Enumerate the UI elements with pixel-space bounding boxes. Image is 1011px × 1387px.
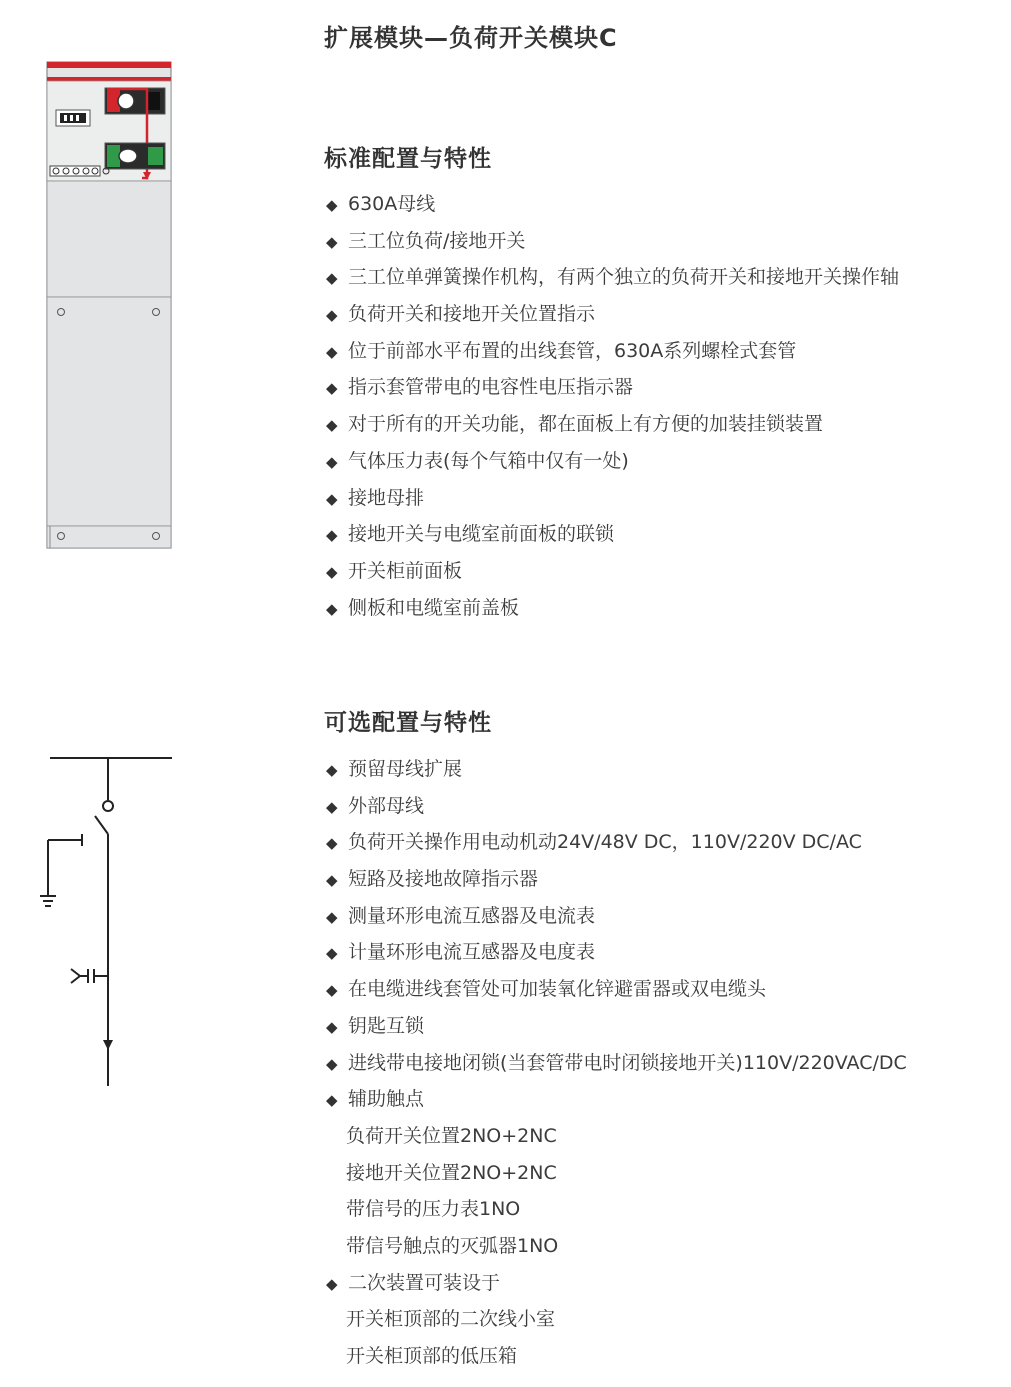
standard-heading: 标准配置与特性 xyxy=(324,146,492,172)
sub-list-item xyxy=(326,1301,907,1338)
list-item-text: 位于前部水平布置的出线套管，630A系列螺栓式套管 xyxy=(348,339,797,362)
bullet-diamond-icon: ◆ xyxy=(326,1274,338,1293)
list-item xyxy=(326,480,899,517)
list-item-text: 对于所有的开关功能，都在面板上有方便的加装挂锁装置 xyxy=(348,413,824,436)
list-item-text: 进线带电接地闭锁(当套管带电时闭锁接地开关)110V/220VAC/DC xyxy=(348,1051,907,1074)
list-item xyxy=(326,186,899,223)
list-item-text: 接地母排 xyxy=(348,486,425,509)
list-item-text: 钥匙互锁 xyxy=(348,1014,425,1037)
bullet-diamond-icon: ◆ xyxy=(326,834,338,853)
bullet-diamond-icon: ◆ xyxy=(326,269,338,288)
list-item xyxy=(326,1265,907,1302)
list-item-text: 外部母线 xyxy=(348,794,425,817)
list-item xyxy=(326,1045,907,1082)
switchgear-cabinet-icon xyxy=(44,58,176,552)
bullet-diamond-icon: ◆ xyxy=(326,797,338,816)
bullet-diamond-icon: ◆ xyxy=(326,526,338,545)
optional-heading: 可选配置与特性 xyxy=(324,710,492,736)
list-item-text: 接地开关与电缆室前面板的联锁 xyxy=(348,523,615,546)
bullet-diamond-icon: ◆ xyxy=(326,452,338,471)
bullet-diamond-icon: ◆ xyxy=(326,761,338,779)
list-item-text: 测量环形电流互感器及电流表 xyxy=(348,904,596,927)
list-item-text: 短路及接地故障指示器 xyxy=(348,868,539,891)
circuit-schematic-icon xyxy=(40,748,180,1093)
list-item-text: 接地开关位置2NO+2NC xyxy=(346,1161,557,1184)
list-item-text: 开关柜顶部的低压箱 xyxy=(346,1345,518,1367)
list-item xyxy=(326,443,899,480)
list-item-text: 三工位负荷/接地开关 xyxy=(348,229,526,252)
list-item-text: 负荷开关操作用电动机动24V/48V DC，110V/220V DC/AC xyxy=(348,831,862,854)
bullet-diamond-icon: ◆ xyxy=(326,489,338,508)
bullet-diamond-icon: ◆ xyxy=(326,944,338,963)
list-item xyxy=(326,259,899,296)
list-item-text: 负荷开关位置2NO+2NC xyxy=(346,1124,557,1147)
sub-list-item xyxy=(326,1338,907,1375)
list-item-text: 侧板和电缆室前盖板 xyxy=(348,596,520,619)
bullet-diamond-icon: ◆ xyxy=(326,342,338,361)
list-item-text: 指示套管带电的电容性电压指示器 xyxy=(348,376,634,399)
bullet-diamond-icon: ◆ xyxy=(326,907,338,926)
list-item xyxy=(326,824,907,861)
standard-feature-list xyxy=(326,186,899,626)
list-item xyxy=(326,971,907,1008)
list-item xyxy=(326,553,899,590)
bullet-diamond-icon: ◆ xyxy=(326,562,338,581)
list-item-text: 开关柜顶部的二次线小室 xyxy=(346,1308,556,1331)
list-item xyxy=(326,934,907,971)
bullet-diamond-icon: ◆ xyxy=(326,196,338,214)
bullet-diamond-icon: ◆ xyxy=(326,1054,338,1073)
bullet-diamond-icon: ◆ xyxy=(326,232,338,251)
sub-list-item xyxy=(326,1191,907,1228)
sub-list-item xyxy=(326,1118,907,1155)
bullet-diamond-icon: ◆ xyxy=(326,1017,338,1036)
list-item-text: 三工位单弹簧操作机构，有两个独立的负荷开关和接地开关操作轴 xyxy=(348,266,900,289)
list-item-text: 开关柜前面板 xyxy=(348,559,463,582)
list-item-text: 630A母线 xyxy=(348,193,436,215)
page-title: 扩展模块—负荷开关模块C xyxy=(324,24,618,52)
bullet-diamond-icon: ◆ xyxy=(326,379,338,398)
list-item xyxy=(326,590,899,627)
single-line-diagram xyxy=(40,748,180,1097)
optional-feature-list xyxy=(326,751,907,1375)
list-item xyxy=(326,406,899,443)
bullet-diamond-icon: ◆ xyxy=(326,416,338,435)
bullet-diamond-icon: ◆ xyxy=(326,1091,338,1110)
list-item-text: 二次装置可装设于 xyxy=(348,1271,501,1294)
list-item xyxy=(326,333,899,370)
list-item-text: 在电缆进线套管处可加装氧化锌避雷器或双电缆头 xyxy=(348,978,767,1001)
list-item xyxy=(326,861,907,898)
list-item-text: 计量环形电流互感器及电度表 xyxy=(348,941,596,964)
list-item xyxy=(326,788,907,825)
list-item xyxy=(326,223,899,260)
bullet-diamond-icon: ◆ xyxy=(326,306,338,325)
list-item-text: 预留母线扩展 xyxy=(348,758,463,780)
list-item xyxy=(326,1081,907,1118)
cabinet-illustration xyxy=(44,58,176,556)
list-item-text: 负荷开关和接地开关位置指示 xyxy=(348,303,596,326)
bullet-diamond-icon: ◆ xyxy=(326,871,338,890)
list-item-text: 辅助触点 xyxy=(348,1088,425,1111)
list-item xyxy=(326,296,899,333)
sub-list-item xyxy=(326,1228,907,1265)
list-item-text: 带信号的压力表1NO xyxy=(346,1198,521,1221)
list-item-text: 气体压力表(每个气箱中仅有一处) xyxy=(348,449,629,472)
list-item xyxy=(326,1008,907,1045)
list-item xyxy=(326,751,907,788)
list-item xyxy=(326,516,899,553)
bullet-diamond-icon: ◆ xyxy=(326,981,338,1000)
list-item xyxy=(326,369,899,406)
list-item xyxy=(326,898,907,935)
bullet-diamond-icon: ◆ xyxy=(326,599,338,618)
list-item-text: 带信号触点的灭弧器1NO xyxy=(346,1234,559,1257)
sub-list-item xyxy=(326,1155,907,1192)
